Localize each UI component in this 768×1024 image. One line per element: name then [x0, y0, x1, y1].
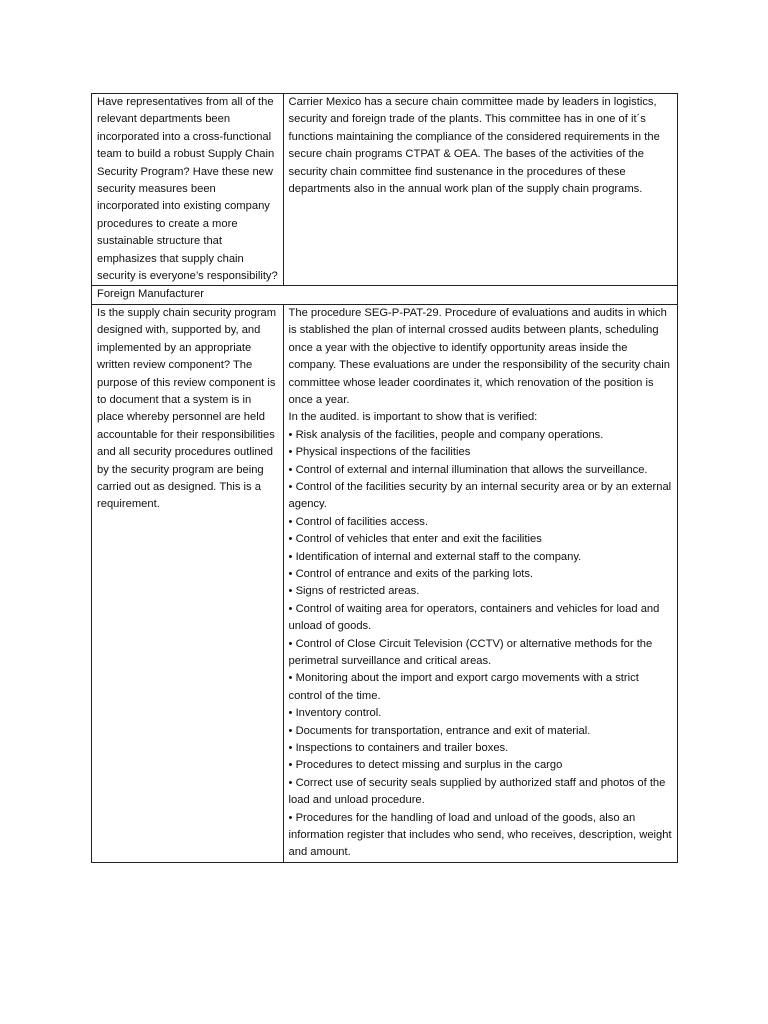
answer-cell — [283, 94, 677, 286]
list-item: • Inspections to containers and trailer boxes. — [289, 740, 673, 757]
list-item: • Control of external and internal illumination that allows the surveillance. — [289, 462, 673, 479]
list-item: • Control of Close Circuit Television (CCTV) or alternative methods for the perimetral surveillance and critical areas. — [289, 636, 673, 671]
question-text: Is the supply chain security program designed with, supported by, and implemented by an appropriate written review component? The purpose of this review component is to document that a system is in place whereby personnel are held accountable for their responsibilities and all security procedures outlined by the security program are being carried out as designed. This is a requirement. — [97, 306, 277, 511]
question-cell — [92, 304, 284, 862]
list-item: • Procedures for the handling of load and unload of the goods, also an information register that includes who send, who receives, description, weight and amount. — [289, 810, 673, 862]
list-item: • Physical inspections of the facilities — [289, 444, 673, 461]
list-item: • Procedures to detect missing and surplus in the cargo — [289, 757, 673, 774]
list-item: • Control of waiting area for operators, containers and vehicles for load and unload of goods. — [289, 601, 673, 636]
section-header-row — [92, 286, 678, 304]
list-item: • Inventory control. — [289, 705, 673, 722]
section-header: Foreign Manufacturer — [92, 286, 678, 304]
list-item: • Identification of internal and external staff to the company. — [289, 549, 673, 566]
requirements-table — [91, 93, 678, 863]
list-item: • Control of entrance and exits of the parking lots. — [289, 566, 673, 583]
verification-list — [289, 427, 673, 862]
list-item: • Risk analysis of the facilities, people and company operations. — [289, 427, 673, 444]
table-row — [92, 304, 678, 862]
question-text: Have representatives from all of the relevant departments been incorporated into a cross-functional team to build a robust Supply Chain Security Program? Have these new security measures been incorporated into existing company procedures to create a more sustainable structure that emphasizes that supply chain security is everyone’s responsibility? — [97, 96, 278, 283]
list-item: • Monitoring about the import and export cargo movements with a strict control of the time. — [289, 670, 673, 705]
question-cell — [92, 94, 284, 286]
list-item: • Control of vehicles that enter and exit the facilities — [289, 531, 673, 548]
answer-intro: The procedure SEG-P-PAT-29. Procedure of evaluations and audits in which is stablished the plan of internal crossed audits between plants, scheduling once a year with the objective to identify opportunity areas inside the company. These evaluations are under the responsibility of the security chain committee whose leader coordinates it, which renovation of the position is once a year. — [288, 306, 670, 406]
answer-cell — [283, 304, 677, 862]
list-item: • Signs of restricted areas. — [289, 583, 673, 600]
answer-lead: In the audited. is important to show that is verified: — [288, 411, 538, 424]
answer-text: Carrier Mexico has a secure chain committee made by leaders in logistics, security and foreign trade of the plants. This committee has in one of it´s functions maintaining the compliance of the considered requirements in the secure chain programs CTPAT & OEA. The bases of the activities of the security chain committee find sustenance in the procedures of these departments also in the annual work plan of the supply chain programs. — [288, 96, 660, 196]
list-item: • Control of facilities access. — [289, 514, 673, 531]
list-item: • Control of the facilities security by an internal security area or by an external agency. — [289, 479, 673, 514]
table-row — [92, 94, 678, 286]
list-item: • Correct use of security seals supplied by authorized staff and photos of the load and unload procedure. — [289, 775, 673, 810]
list-item: • Documents for transportation, entrance and exit of material. — [289, 723, 673, 740]
